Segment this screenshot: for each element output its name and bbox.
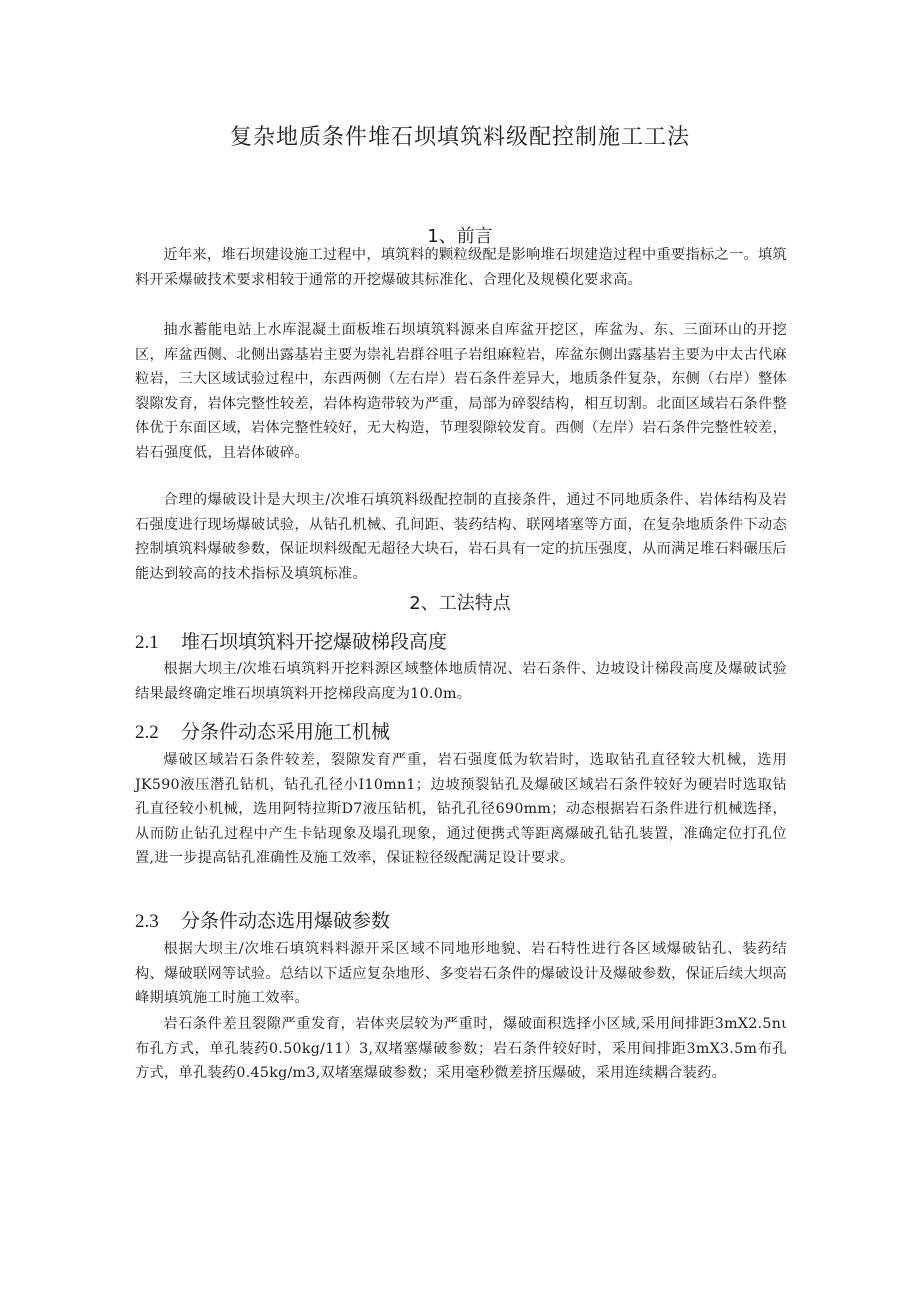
section-heading-features: 2、工法特点: [409, 593, 511, 614]
paragraph-2-3-1: 根据大坝主/次堆石填筑料料源开采区域不同地形地貌、岩石特性进行各区域爆破钻孔、装药结构、爆破联网等试验。总结以下适应复杂地形、多变岩石条件的爆破设计及爆破参数，保证后续大坝高峰期填筑施工时施工效率。: [135, 941, 787, 1007]
paragraph-2-1: 根据大坝主/次堆石填筑料开挖料源区域整体地质情况、岩石条件、边坡设计梯段高度及爆破试验结果最终确定堆石坝填筑料开挖梯段高度为10.0m。: [135, 661, 787, 702]
subsection-title: 分条件动态选用爆破参数: [181, 910, 391, 932]
paragraph-2-3-2: 岩石条件差且裂隙严重发育，岩体夹层较为严重时，爆破面积选择小区域,采用间排距3mX2.5nι布孔方式，单孔装药0.50kg/11）3,双堵塞爆破参数；岩石条件较好时，采用间排距3mX3.5m布孔方式，单孔装药0.45kg/m3,双堵塞爆破参数；采用毫秒微差挤压爆破，采用连续耦合装药。: [135, 1016, 787, 1082]
subsection-heading-2-1: [135, 627, 447, 654]
paragraph-preface-3: 合理的爆破设计是大坝主/次堆石填筑料级配控制的直接条件，通过不同地质条件、岩体结构及岩石强度进行现场爆破试验，从钻孔机械、孔间距、装药结构、联网堵塞等方面，在复杂地质条件下动态控制填筑料爆破参数，保证坝料级配无超径大块石，岩石具有一定的抗压强度，从而满足堆石料碾压后能达到较高的技术指标及填筑标准。: [135, 492, 787, 582]
paragraph-preface-1: 近年来，堆石坝建设施工过程中，填筑料的颗粒级配是影响堆石坝建造过程中重要指标之一。填筑料开采爆破技术要求相较于通常的开挖爆破其标准化、合理化及规模化要求高。: [135, 247, 787, 288]
subsection-title: 堆石坝填筑料开挖爆破梯段高度: [181, 631, 448, 653]
subsection-number: 2.1: [135, 632, 159, 653]
paragraph-preface-2: 抽水蓄能电站上水库混凝土面板堆石坝填筑料源来自库盆开挖区，库盆为、东、三面环山的开挖区，库盆西侧、北侧出露基岩主要为崇礼岩群谷咀子岩组麻粒岩，库盆东侧出露基岩主要为中太古代麻粒岩，三大区域试验过程中，东西两侧（左右岸）岩石条件差异大，地质条件复杂，东侧（右岸）整体裂隙发育，岩体完整性较差，岩体构造带较为严重，局部为碎裂结构，相互切割。北面区域岩石条件整体优于东面区域，岩体完整性较好，无大构造，节理裂隙较发育。西侧（左岸）岩石条件完整性较差，岩石强度低，且岩体破碎。: [135, 322, 787, 461]
subsection-heading-2-2: [135, 717, 390, 744]
subsection-heading-2-3: [135, 906, 390, 933]
section-heading-preface: 1、前言: [427, 226, 493, 247]
paragraph-2-2: 爆破区域岩石条件较差，裂隙发育严重，岩石强度低为软岩时，选取钻孔直径较大机械，选用JK590液压潜孔钻机，钻孔孔径小I10mn1；边坡预裂钻孔及爆破区域岩石条件较好为硬岩时选取钻孔直径较小机械，选用阿特拉斯D7液压钻机，钻孔孔径690mm；动态根据岩石条件进行机械选择，从而防止钻孔过程中产生卡钻现象及塌孔现象，通过便携式等距离爆破孔钻孔装置，准确定位打孔位置,进一步提高钻孔准确性及施工效率，保证粒径级配满足设计要求。: [135, 752, 787, 867]
subsection-number: 2.2: [135, 722, 159, 743]
subsection-number: 2.3: [135, 911, 159, 932]
document-title: 复杂地质条件堆石坝填筑料级配控制施工工法: [229, 125, 690, 150]
subsection-title: 分条件动态采用施工机械: [181, 721, 391, 743]
